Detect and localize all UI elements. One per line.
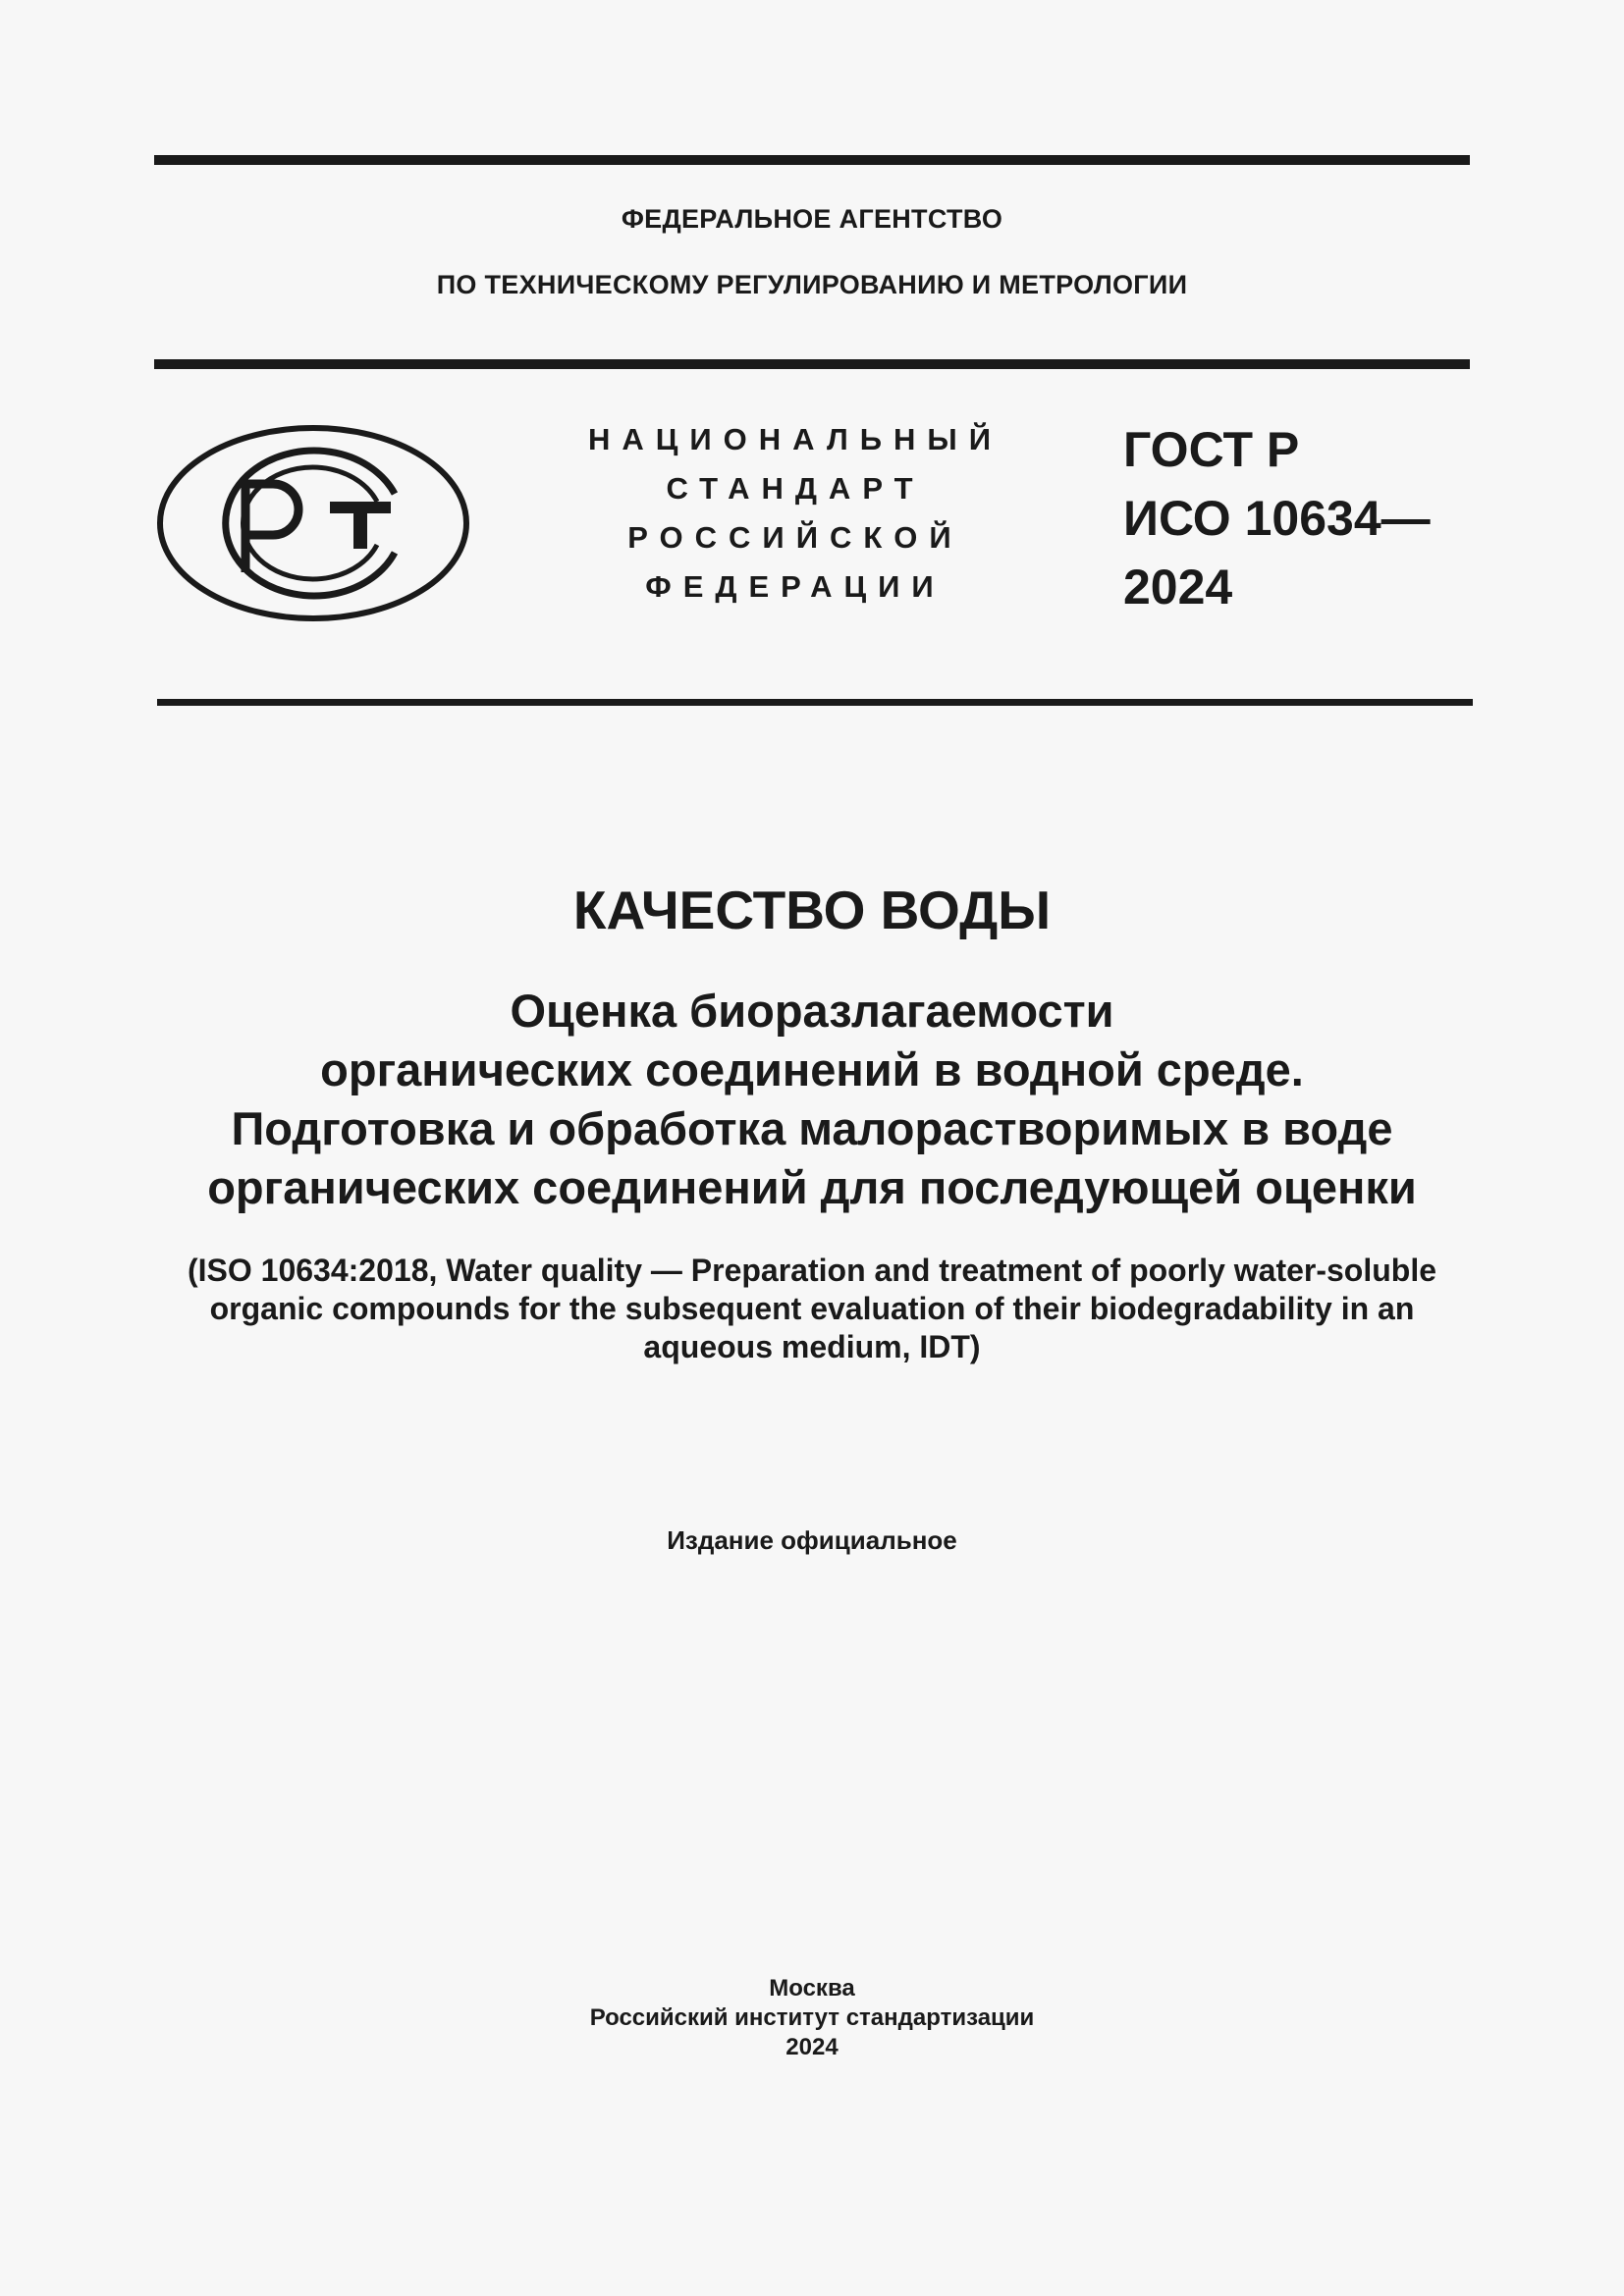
imprint-publisher: Российский институт стандартизации: [589, 2004, 1035, 2031]
imprint-year: 2024: [785, 2034, 839, 2060]
standard-designation-line2: ИСО 10634—: [1123, 491, 1431, 546]
subtitle-line: Оценка биоразлагаемости: [510, 985, 1114, 1037]
rst-certification-mark-icon: [157, 425, 469, 621]
standard-type-line4: ФЕДЕРАЦИИ: [645, 569, 946, 604]
standard-type-line3: РОССИЙСКОЙ: [627, 520, 963, 555]
standard-type-line2: СТАНДАРТ: [666, 471, 925, 506]
imprint-city: Москва: [769, 1975, 855, 2002]
iso-reference-line: aqueous medium, IDT): [643, 1329, 981, 1364]
subtitle-line: органических соединений в водной среде.: [320, 1043, 1304, 1095]
agency-bottom-rule: [154, 359, 1470, 369]
subtitle-line: Подготовка и обработка малорастворимых в воде: [231, 1102, 1393, 1154]
standard-type-line1: НАЦИОНАЛЬНЫЙ: [587, 422, 1003, 456]
agency-name-line1: ФЕДЕРАЛЬНОЕ АГЕНТСТВО: [621, 204, 1003, 234]
document-title: КАЧЕСТВО ВОДЫ: [572, 880, 1052, 940]
subtitle-line: органических соединений для последующей оценки: [207, 1161, 1417, 1213]
iso-reference-line: (ISO 10634:2018, Water quality — Preparation and treatment of poorly water-soluble: [187, 1253, 1437, 1288]
edition-note: Издание официальное: [667, 1525, 957, 1555]
header-bottom-rule: [157, 699, 1473, 706]
standard-designation-line1: ГОСТ Р: [1123, 422, 1300, 477]
agency-name-line2: ПО ТЕХНИЧЕСКОМУ РЕГУЛИРОВАНИЮ И МЕТРОЛОГИИ: [436, 270, 1188, 299]
standard-designation-line3: 2024: [1123, 560, 1233, 614]
top-rule: [154, 155, 1470, 165]
iso-reference-line: organic compounds for the subsequent evaluation of their biodegradability in an: [209, 1291, 1415, 1326]
